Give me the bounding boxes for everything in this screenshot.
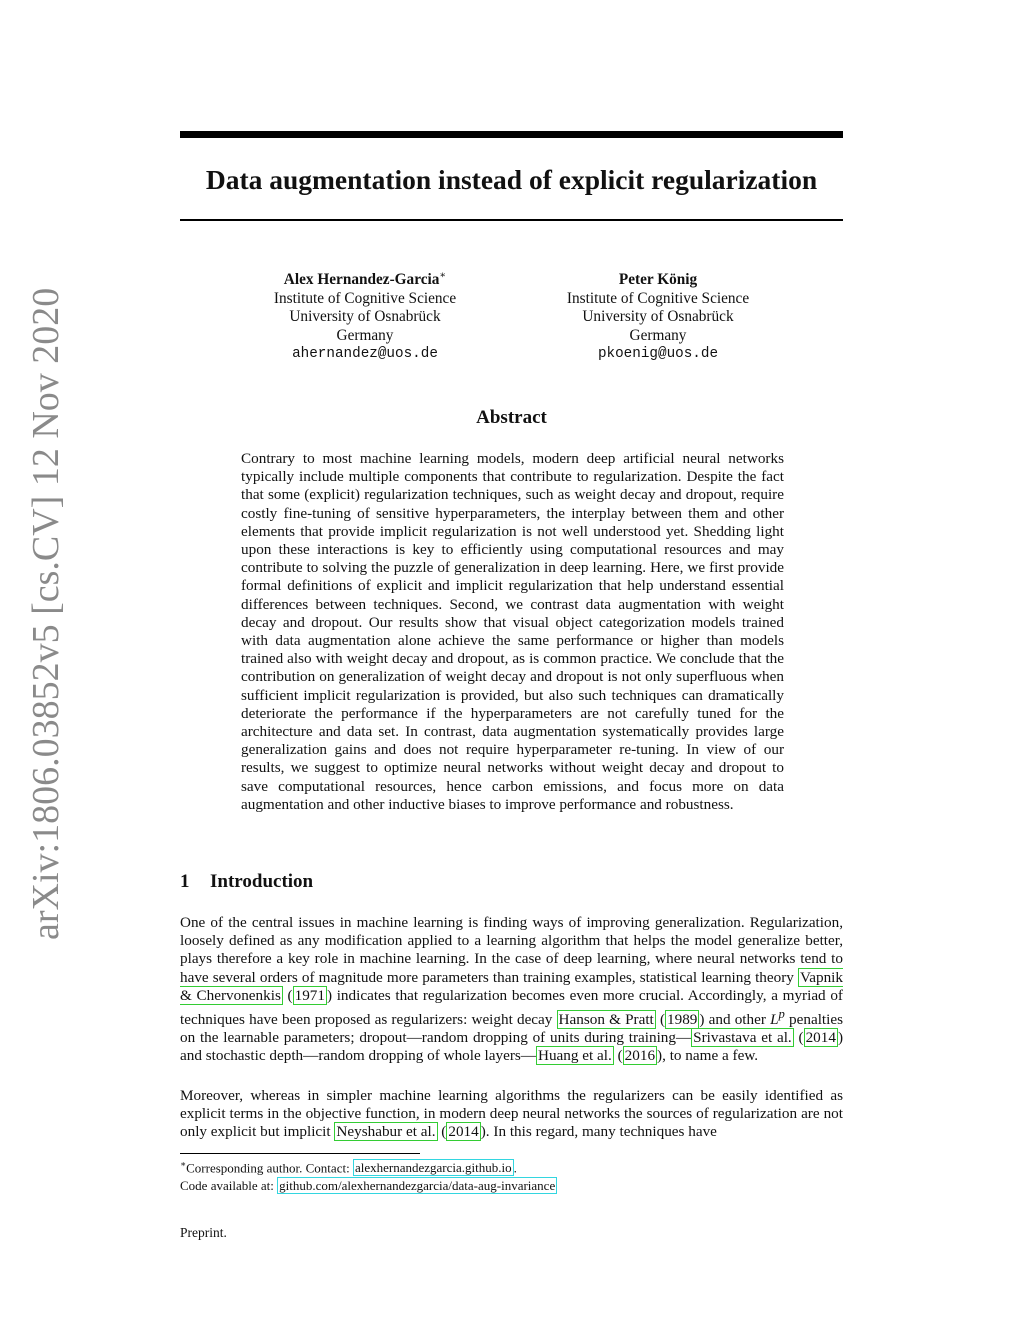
title-top-rule bbox=[180, 131, 843, 138]
citation-link[interactable]: Neyshabur et al. bbox=[336, 1123, 436, 1141]
citation-year-link[interactable]: 2014 bbox=[448, 1123, 479, 1141]
homepage-link[interactable]: alexhernandezgarcia.github.io bbox=[354, 1160, 512, 1176]
author-email[interactable]: ahernandez@uos.de bbox=[292, 346, 438, 363]
code-repository-link[interactable]: github.com/alexhernandezgarcia/data-aug-invariance bbox=[279, 1177, 556, 1193]
title-bottom-rule bbox=[180, 219, 843, 221]
citation-year-link[interactable]: 2016 bbox=[624, 1047, 656, 1065]
author-email[interactable]: pkoenig@uos.de bbox=[597, 346, 719, 363]
section-heading-introduction bbox=[180, 870, 313, 894]
arxiv-stamp: arXiv:1806.03852v5 [cs.CV] 12 Nov 2020 bbox=[25, 287, 67, 940]
citation-year-link[interactable]: 2014 bbox=[805, 1029, 836, 1047]
footnote-rule bbox=[180, 1153, 420, 1154]
author-country: Germany bbox=[336, 326, 394, 344]
section-number: 1 bbox=[180, 871, 190, 892]
footnote-code: Code available at: github.com/alexhernandezgarcia/data-aug-invariance bbox=[180, 1177, 556, 1193]
author-institute: Institute of Cognitive Science bbox=[566, 289, 750, 307]
citation-year-link[interactable]: 1971 bbox=[294, 986, 325, 1004]
author-name: Peter König bbox=[618, 271, 698, 289]
author-country: Germany bbox=[629, 326, 687, 344]
citation-link[interactable]: Hanson & Pratt bbox=[558, 1011, 654, 1029]
paper-title: Data augmentation instead of explicit regularization bbox=[205, 164, 818, 195]
abstract-heading: Abstract bbox=[476, 407, 547, 428]
intro-paragraph-2: Moreover, whereas in simpler machine learning algorithms the regularizers can be easily identified as explicit terms in the objective function, in modern deep neural networks the sources of regularization are not only explicit but implicit Neyshabur et al. ( 2014 ). In this regard, many techniques have bbox=[180, 1087, 843, 1141]
citation-year-link[interactable]: 1989 bbox=[667, 1011, 698, 1029]
author-university: University of Osnabrück bbox=[582, 308, 734, 326]
author-institute: Institute of Cognitive Science bbox=[273, 289, 457, 307]
author-footnote-mark[interactable]: ∗ bbox=[439, 270, 447, 281]
citation-link[interactable]: Srivastava et al. bbox=[693, 1029, 792, 1047]
author-university: University of Osnabrück bbox=[289, 308, 441, 326]
author-name: Alex Hernandez-Garcia∗ bbox=[283, 270, 447, 289]
citation-link[interactable]: Huang et al. bbox=[537, 1047, 612, 1065]
preprint-label: Preprint. bbox=[180, 1225, 227, 1240]
intro-paragraph-1: One of the central issues in machine learning is finding ways of improving generalization. Regularization, loosely defined as any modification applied to a learning algorithm that helps the model generalize better, plays therefore a key role in machine learning. In the case of deep learning, where neural networks tend to have several orders of magnitude more parameters than training examples, statistical learning theory Vapnik & Chervonenkis ( 1971 ) indicates that regularization becomes even more crucial. Accordingly, a myriad of techniques have been proposed as regularizers: weight decay Hanson & Pratt ( 1989 ) and other $L^p$ penalties on the learnable parameters; dropout—random dropping of units during training— Srivastava et al. ( 2014 ) and stochastic depth—random dropping of whole layers— Huang et al. ( 2016 ), to name a few. bbox=[180, 914, 844, 1065]
math-lp: $L^p$ bbox=[770, 1007, 785, 1029]
footnote-corresponding: ∗Corresponding author. Contact: alexhernandezgarcia.github.io . bbox=[180, 1159, 517, 1176]
section-title: Introduction bbox=[210, 871, 314, 892]
abstract-text: Contrary to most machine learning models, modern deep artificial neural networks typically include multiple components that contribute to regularization. Despite the fact that some (explicit) regularization techniques, such as weight decay and dropout, require costly fine-tuning of sensitive hyperparameters, the interplay between them and other elements that provide implicit regularization is not well understood yet. Shedding light upon these interactions is key to efficiently using computational resources and may contribute to solving the puzzle of generalization in deep learning. Here, we first provide formal definitions of explicit and implicit regularization that help understand essential differences between techniques. Second, we contrast data augmentation with weight decay and dropout. Our results show that visual object categorization models trained with data augmentation alone achieve the same performance or higher than models trained also with weight decay and dropout, as is common practice. We conclude that the contribution on generalization of weight decay and dropout is not only superfluous when sufficient implicit regularization is provided, but also such techniques can dramatically deteriorate the performance if the hyperparameters are not carefully tuned for the architecture and data set. In contrast, data augmentation systematically provides large generalization gains and does not require hyperparameter re-tuning. In view of our results, we suggest to optimize neural networks without weight decay and dropout to save computational resources, hence carbon emissions, and focus more on data augmentation and other inductive biases to improve performance and robustness. bbox=[241, 450, 784, 813]
citation-link[interactable]: Vapnik & Chervonenkis bbox=[180, 968, 843, 1004]
footnotes bbox=[180, 1156, 843, 1194]
author-block-2 bbox=[508, 267, 808, 364]
author-block-1 bbox=[215, 267, 515, 364]
